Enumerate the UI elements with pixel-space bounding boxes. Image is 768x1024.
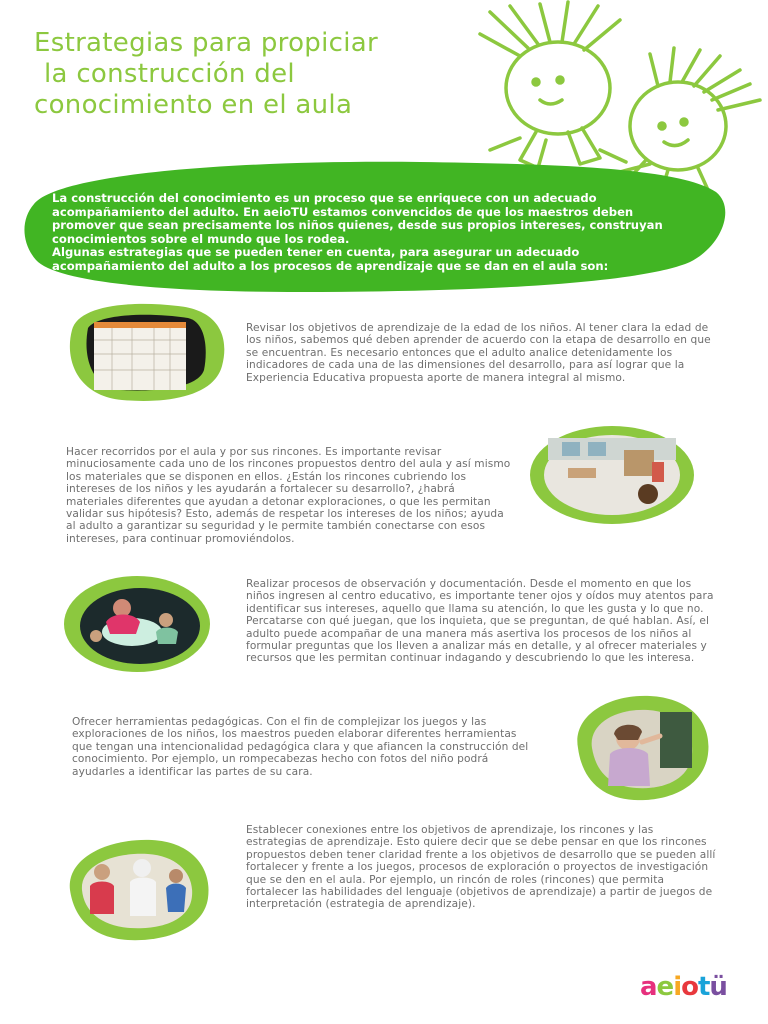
logo-letter-o: o xyxy=(681,972,698,1002)
children-role-play-photo xyxy=(62,834,214,944)
title-line-3: conocimiento en el aula xyxy=(34,90,353,120)
intro-text xyxy=(52,192,692,274)
title-line-1: Estrategias para propiciar xyxy=(34,28,378,58)
logo-letter-a: a xyxy=(640,972,657,1002)
strategy-3-text: Realizar procesos de observación y documentación. Desde el momento en que los niños ingresen al centro educativo, es importante tener ojos y oídos muy atentos para identificar sus intereses, aquello que llama su atención, lo que les gusta y lo que no. Percatarse con qué juegan, que los inquieta, que se preguntan, de qué hablan. Así, el adulto puede acompañar de una manera más asertiva los procesos de los niños al formular preguntas que los lleven a analizar más en detalle, y al ofrecer materiales y recursos que les permitan continuar indagando y descubriendo lo que les interesa. xyxy=(246,578,714,665)
strategy-4-text: Ofrecer herramientas pedagógicas. Con el fin de complejizar los juegos y las exploraciones de los niños, los maestros pueden elaborar diferentes herramientas que tengan una intencionalidad pedagógica clara y que afiancen la construcción del conocimiento. Por ejemplo, un rompecabezas hecho con fotos del niño podrá ayudarles a identificar las partes de su cara. xyxy=(72,716,529,778)
logo-letter-e: e xyxy=(656,972,674,1002)
logo-letter-i: i xyxy=(673,972,682,1002)
title-line-2: la construcción del xyxy=(44,59,295,89)
strategy-2-text: Hacer recorridos por el aula y por sus rincones. Es importante revisar minuciosamente cada uno de los rincones propuestos dentro del aula y así mismo los materiales que se disponen en ellos. ¿Están los rincones cubriendo los intereses de los niños y les ayudarán a fortalecer su desarrollo?, ¿habrá materiales diferentes que ayudan a detonar exploraciones, o que les permitan validar sus hipótesis? Esto, además de respetar los intereses de los niños; ayuda al adulto a garantizar su seguridad y le permite también conectarse con esos intereses, para continuar promoviéndolos. xyxy=(66,446,511,545)
strategy-5-text: Establecer conexiones entre los objetivos de aprendizaje, los rincones y las estrategias de aprendizaje. Esto quiere decir que se debe pensar en que los rincones propuestos deben tener claridad frente a los objetivos de desarrollo que se pueden allí fortalecer y frente a los juegos, procesos de exploración o proyectos de investigación que se den en el aula. Por ejemplo, un rincón de roles (rincones) que permita fortalecer las habilidades del lenguaje (objetivos de aprendizaje) a partir de juegos de interpretación (estrategia de aprendizaje). xyxy=(246,824,716,911)
learning-objectives-table-photo xyxy=(58,300,228,406)
page-title xyxy=(34,28,484,121)
child-puzzle-photo xyxy=(568,692,714,804)
intro-paragraph-1: La construcción del conocimiento es un proceso que se enriquece con un adecuado acompañamiento del adulto. En aeioTU estamos convencidos de que los maestros deben promover que sean precisamente los niños quienes, desde sus propios intereses, construyan conocimientos sobre el mundo que los rodea. xyxy=(52,191,663,246)
aeiotu-logo xyxy=(640,972,727,1008)
children-observing-photo xyxy=(62,574,212,674)
intro-paragraph-2: Algunas estrategias que se pueden tener en cuenta, para asegurar un adecuado acompañamiento del adulto a los procesos de aprendizaje que se dan en el aula son: xyxy=(52,245,609,273)
strategy-1-text: Revisar los objetivos de aprendizaje de la edad de los niños. Al tener clara la edad de los niños, sabemos qué deben aprender de acuerdo con la etapa de desarrollo en que se encuentran. Es necesario entonces que el adulto analice detenidamente los indicadores de cada una de las dimensiones del desarrollo, para así lograr que la Experiencia Educativa propuesta aporte de manera integral al mismo. xyxy=(246,322,711,384)
logo-letter-u: ü xyxy=(709,972,727,1002)
classroom-photo xyxy=(528,424,696,526)
logo-letter-t: t xyxy=(697,972,710,1002)
